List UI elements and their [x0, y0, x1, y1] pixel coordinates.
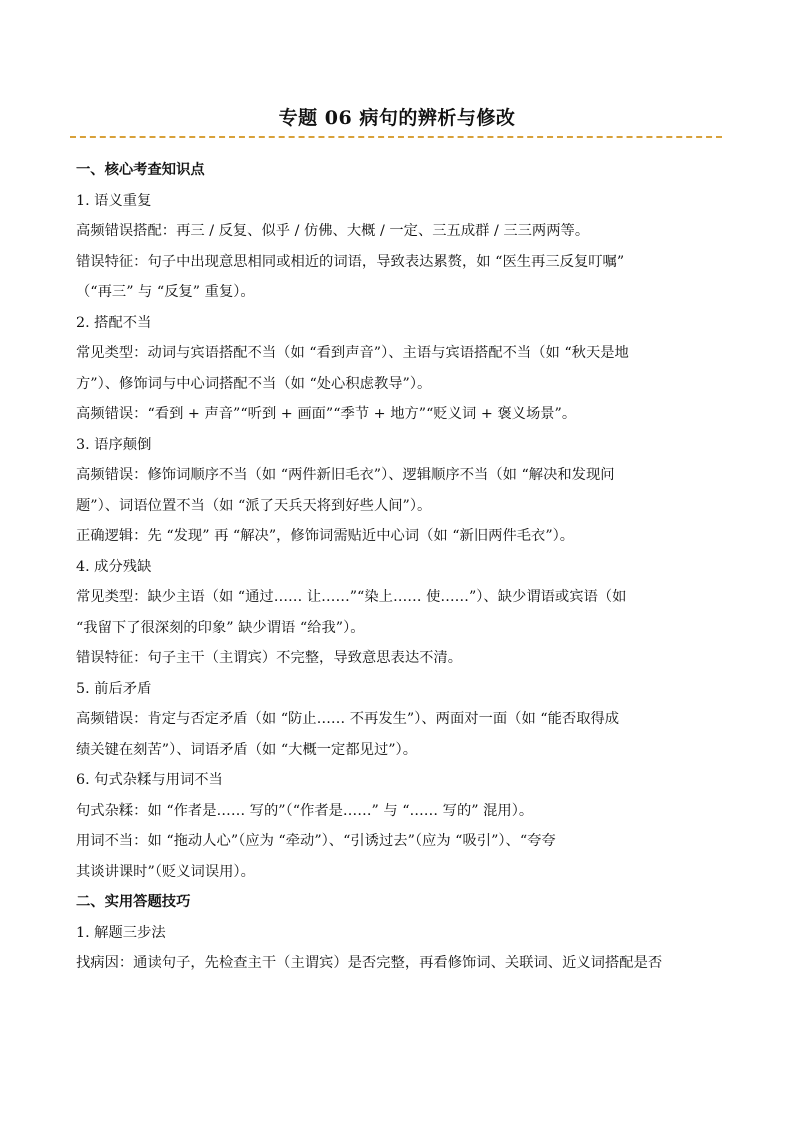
subsection-heading: 3. 语序颠倒	[76, 436, 152, 453]
body-text-line: 高频错误：修饰词顺序不当（如 “两件新旧毛衣”）、逻辑顺序不当（如 “解决和发现问	[76, 467, 615, 483]
section-heading: 二、实用答题技巧	[76, 894, 191, 910]
body-text-line: 题”）、词语位置不当（如 “派了天兵天将到好些人间”）。	[76, 497, 432, 514]
subsection-heading: 6. 句式杂糅与用词不当	[76, 772, 223, 788]
body-text-line: 正确逻辑：先 “发现” 再 “解决”，修饰词需贴近中心词（如 “新旧两件毛衣”）。	[76, 528, 575, 544]
body-text-line: 错误特征：句子主干（主谓宾）不完整，导致意思表达不清。	[76, 650, 463, 666]
body-text-line: 绩关键在刻苦”）、词语矛盾（如 “大概一定都见过”）。	[76, 741, 417, 758]
body-text-line: 方”）、修饰词与中心词搭配不当（如 “处心积虑教导”）。	[76, 375, 432, 392]
body-text-line: 其谈讲课时”（贬义词误用）。	[76, 863, 255, 880]
subsection-heading: 2. 搭配不当	[76, 314, 152, 331]
body-text-line: 常见类型：缺少主语（如 “通过…… 让……”“染上…… 使……”）、缺少谓语或宾语（如	[76, 589, 627, 605]
body-text-line: 高频错误：肯定与否定矛盾（如 “防止…… 不再发生”）、两面对一面（如 “能否取得成	[76, 711, 620, 727]
section-heading: 一、核心考查知识点	[76, 162, 205, 178]
body-text-line: 找病因：通读句子，先检查主干（主谓宾）是否完整，再看修饰词、关联词、近义词搭配是否	[76, 955, 663, 971]
body-text-line: 句式杂糅：如 “作者是…… 写的”（“作者是……” 与 “…… 写的” 混用）。	[76, 802, 534, 819]
body-text-line: （“再三” 与 “反复” 重复）。	[76, 284, 255, 300]
document-body	[76, 155, 726, 979]
subsection-heading: 4. 成分残缺	[76, 558, 152, 575]
body-text-line: 常见类型：动词与宾语搭配不当（如 “看到声音”）、主语与宾语搭配不当（如 “秋天是地	[76, 345, 629, 361]
page-title: 专题 06 病句的辨析与修改	[278, 107, 516, 129]
body-text-line: 用词不当：如 “拖动人心”（应为 “牵动”）、“引诱过去”（应为 “吸引”）、“夸夸	[76, 833, 556, 849]
subsection-heading: 5. 前后矛盾	[76, 680, 152, 697]
subsection-heading: 1. 解题三步法	[76, 924, 166, 941]
body-text-line: “我留下了很深刻的印象” 缺少谓语 “给我”）。	[76, 619, 365, 636]
body-text-line: 高频错误搭配：再三 / 反复、似乎 / 仿佛、大概 / 一定、三五成群 / 三三两两等。	[76, 223, 590, 239]
body-text-line: 错误特征：句子中出现意思相同或相近的词语，导致表达累赘，如 “医生再三反复叮嘱”	[76, 253, 625, 270]
subsection-heading: 1. 语义重复	[76, 192, 152, 209]
body-text-line: 高频错误：“看到 + 声音”“听到 + 画面”“季节 + 地方”“贬义词 + 褒义场景”。	[76, 406, 577, 422]
title-divider	[70, 136, 722, 138]
